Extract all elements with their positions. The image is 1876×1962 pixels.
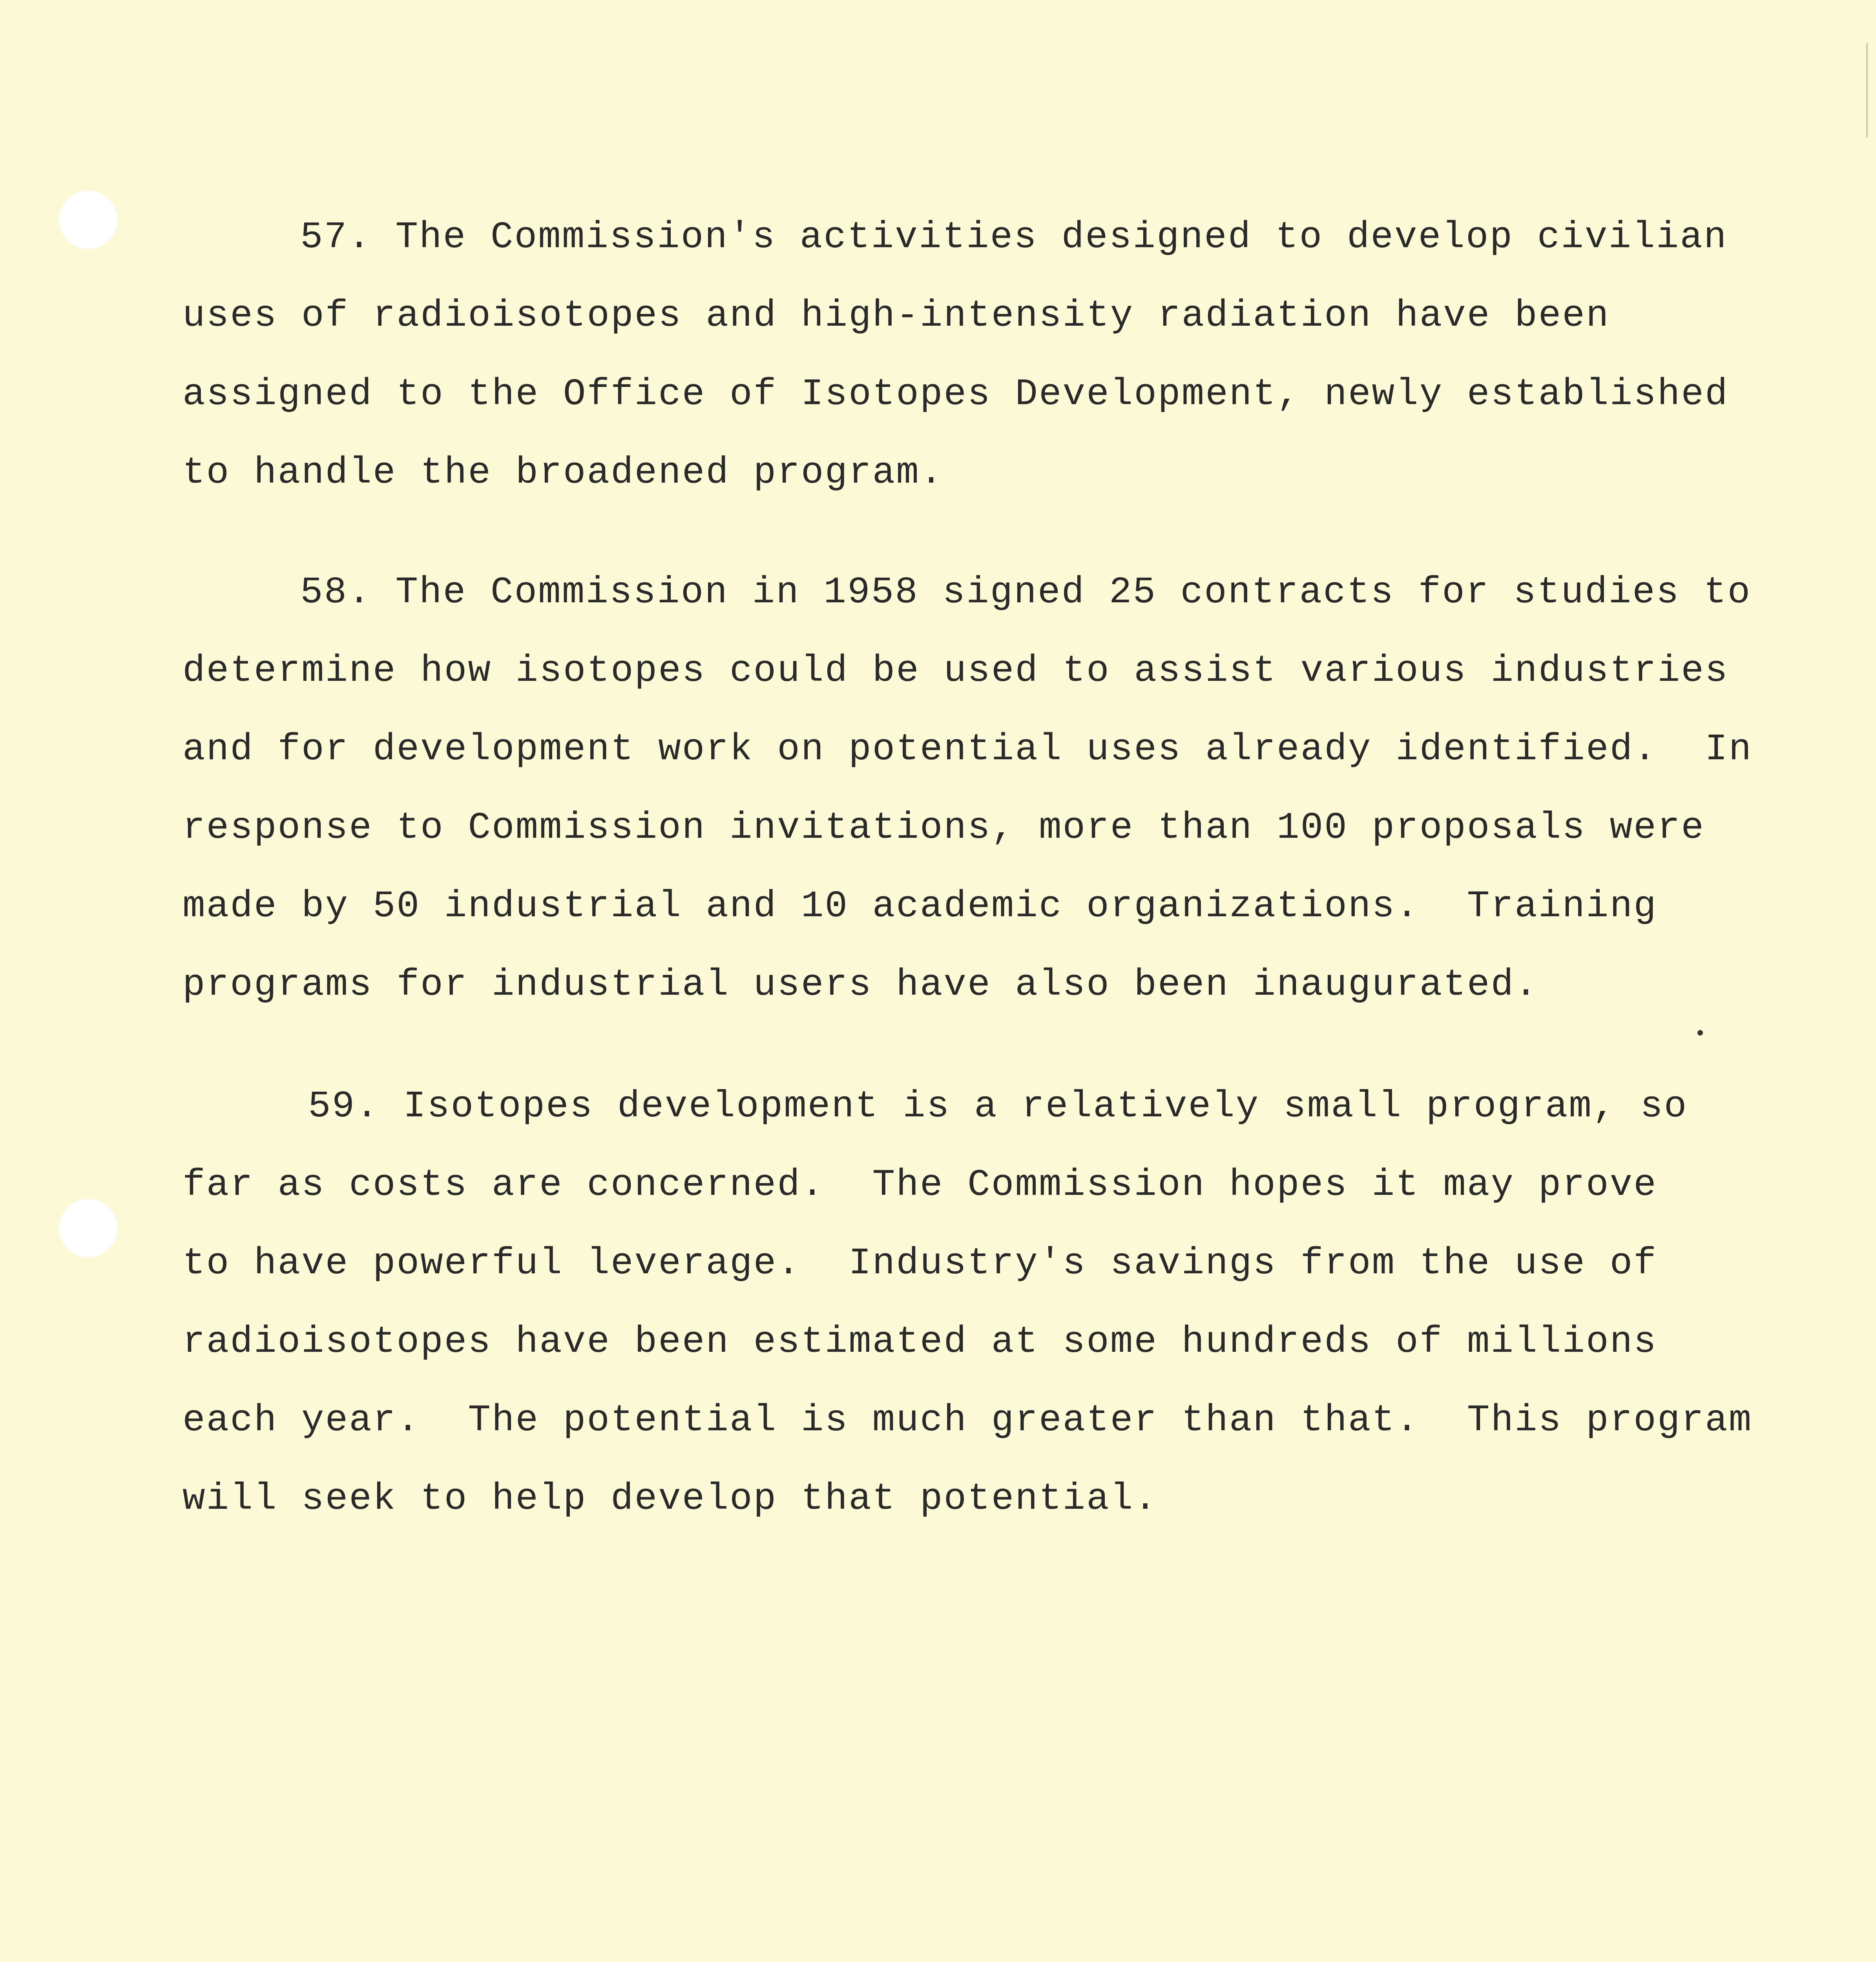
paragraph-line: to handle the broadened program. xyxy=(182,451,944,494)
punch-hole-middle xyxy=(59,1199,118,1258)
paragraph-line: assigned to the Office of Isotopes Development, newly established xyxy=(182,373,1729,416)
ink-speck xyxy=(1697,1030,1703,1036)
paragraph-line: uses of radioisotopes and high-intensity radiation have been xyxy=(182,294,1610,337)
paragraph-58 xyxy=(182,553,1792,1024)
paragraph-line: will seek to help develop that potential. xyxy=(182,1477,1158,1520)
paragraph-line: response to Commission invitations, more than 100 proposals were xyxy=(182,806,1705,849)
paragraph-57 xyxy=(182,198,1792,512)
paragraph-line: 58. The Commission in 1958 signed 25 contracts for studies to xyxy=(300,571,1752,614)
paragraph-59 xyxy=(182,1067,1792,1538)
paragraph-line: 57. The Commission's activities designed to develop civilian xyxy=(300,216,1728,259)
paragraph-line: determine how isotopes could be used to assist various industries xyxy=(182,649,1729,692)
paragraph-line: each year. The potential is much greater than that. This program xyxy=(182,1399,1753,1442)
paragraph-line: radioisotopes have been estimated at some hundreds of millions xyxy=(182,1320,1657,1363)
paragraph-line: made by 50 industrial and 10 academic organizations. Training xyxy=(182,885,1657,928)
paragraph-line: and for development work on potential uses already identified. In xyxy=(182,728,1753,771)
paragraph-line: to have powerful leverage. Industry's savings from the use of xyxy=(182,1242,1657,1285)
paragraph-line: far as costs are concerned. The Commission hopes it may prove xyxy=(182,1163,1657,1206)
punch-hole-top xyxy=(59,190,118,249)
paragraph-line: programs for industrial users have also been inaugurated. xyxy=(182,963,1538,1006)
paragraph-line: 59. Isotopes development is a relatively small program, so xyxy=(308,1085,1688,1128)
paper-edge-mark xyxy=(1866,43,1868,137)
